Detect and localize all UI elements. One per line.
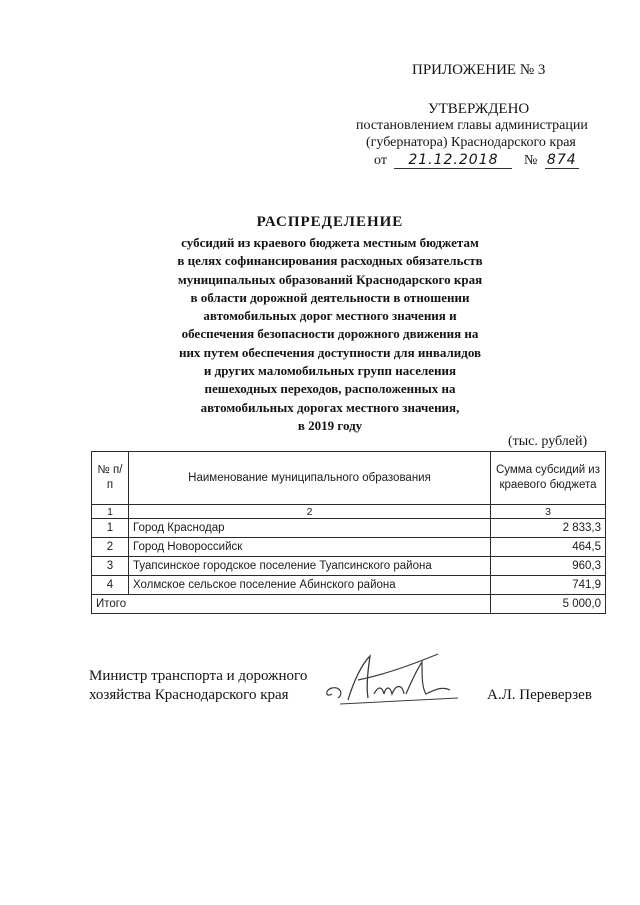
title-line: пешеходных переходов, расположенных на	[204, 381, 456, 397]
decree-line-1: постановлением главы администрации	[356, 118, 588, 133]
row-name: Туапсинское городское поселение Туапсинского района	[129, 557, 491, 576]
column-index-row	[92, 505, 606, 519]
table-header-row	[92, 452, 606, 505]
index-cell: 1	[92, 505, 129, 519]
signatory-position-line-2: хозяйства Краснодарского края	[89, 687, 289, 703]
row-num: 4	[92, 576, 129, 595]
table-row	[92, 557, 606, 576]
date-prefix: от	[374, 153, 387, 168]
row-num: 2	[92, 538, 129, 557]
handwritten-signature	[318, 650, 468, 708]
number-prefix: №	[523, 153, 538, 168]
decree-number: 874	[545, 152, 579, 169]
decree-date-line	[374, 152, 579, 169]
subsidy-table	[91, 451, 606, 614]
title-main: РАСПРЕДЕЛЕНИЕ	[256, 214, 404, 230]
title-line: автомобильных дорогах местного значения,	[200, 399, 460, 415]
header-num: № п/п	[92, 452, 129, 505]
row-num: 3	[92, 557, 129, 576]
document-title	[130, 214, 530, 435]
title-line: них путем обеспечения доступности для инвалидов	[178, 344, 482, 360]
title-line: в 2019 году	[297, 417, 363, 433]
row-name: Холмское сельское поселение Абинского района	[129, 576, 491, 595]
table-row	[92, 576, 606, 595]
total-row	[92, 595, 606, 614]
title-line: муниципальных образований Краснодарского края	[177, 271, 483, 287]
units-label: (тыс. рублей)	[508, 434, 588, 449]
approved-label: УТВЕРЖДЕНО	[428, 101, 530, 117]
row-sum: 960,3	[491, 557, 606, 576]
row-name: Город Краснодар	[129, 519, 491, 538]
header-sum: Сумма субсидий из краевого бюджета	[491, 452, 606, 505]
row-sum: 741,9	[491, 576, 606, 595]
decree-date: 21.12.2018	[394, 152, 512, 169]
signatory-position-line-1: Министр транспорта и дорожного	[89, 668, 308, 684]
index-cell: 2	[129, 505, 491, 519]
title-line: в целях софинансирования расходных обязательств	[177, 253, 483, 269]
total-value: 5 000,0	[491, 595, 606, 614]
row-sum: 464,5	[491, 538, 606, 557]
index-cell: 3	[491, 505, 606, 519]
table-row	[92, 538, 606, 557]
decree-line-2: (губернатора) Краснодарского края	[366, 135, 576, 150]
table-row	[92, 519, 606, 538]
row-name: Город Новороссийск	[129, 538, 491, 557]
appendix-label: ПРИЛОЖЕНИЕ № 3	[412, 62, 546, 78]
title-line: и других маломобильных групп населения	[203, 363, 457, 379]
title-line: субсидий из краевого бюджета местным бюджетам	[181, 235, 479, 250]
header-name: Наименование муниципального образования	[129, 452, 491, 505]
total-label: Итого	[92, 595, 491, 614]
row-sum: 2 833,3	[491, 519, 606, 538]
row-num: 1	[92, 519, 129, 538]
title-line: в области дорожной деятельности в отношении	[190, 289, 470, 305]
title-line: обеспечения безопасности дорожного движения на	[181, 326, 479, 342]
signatory-name: А.Л. Переверзев	[487, 687, 592, 703]
title-line: автомобильных дорог местного значения и	[203, 308, 457, 324]
